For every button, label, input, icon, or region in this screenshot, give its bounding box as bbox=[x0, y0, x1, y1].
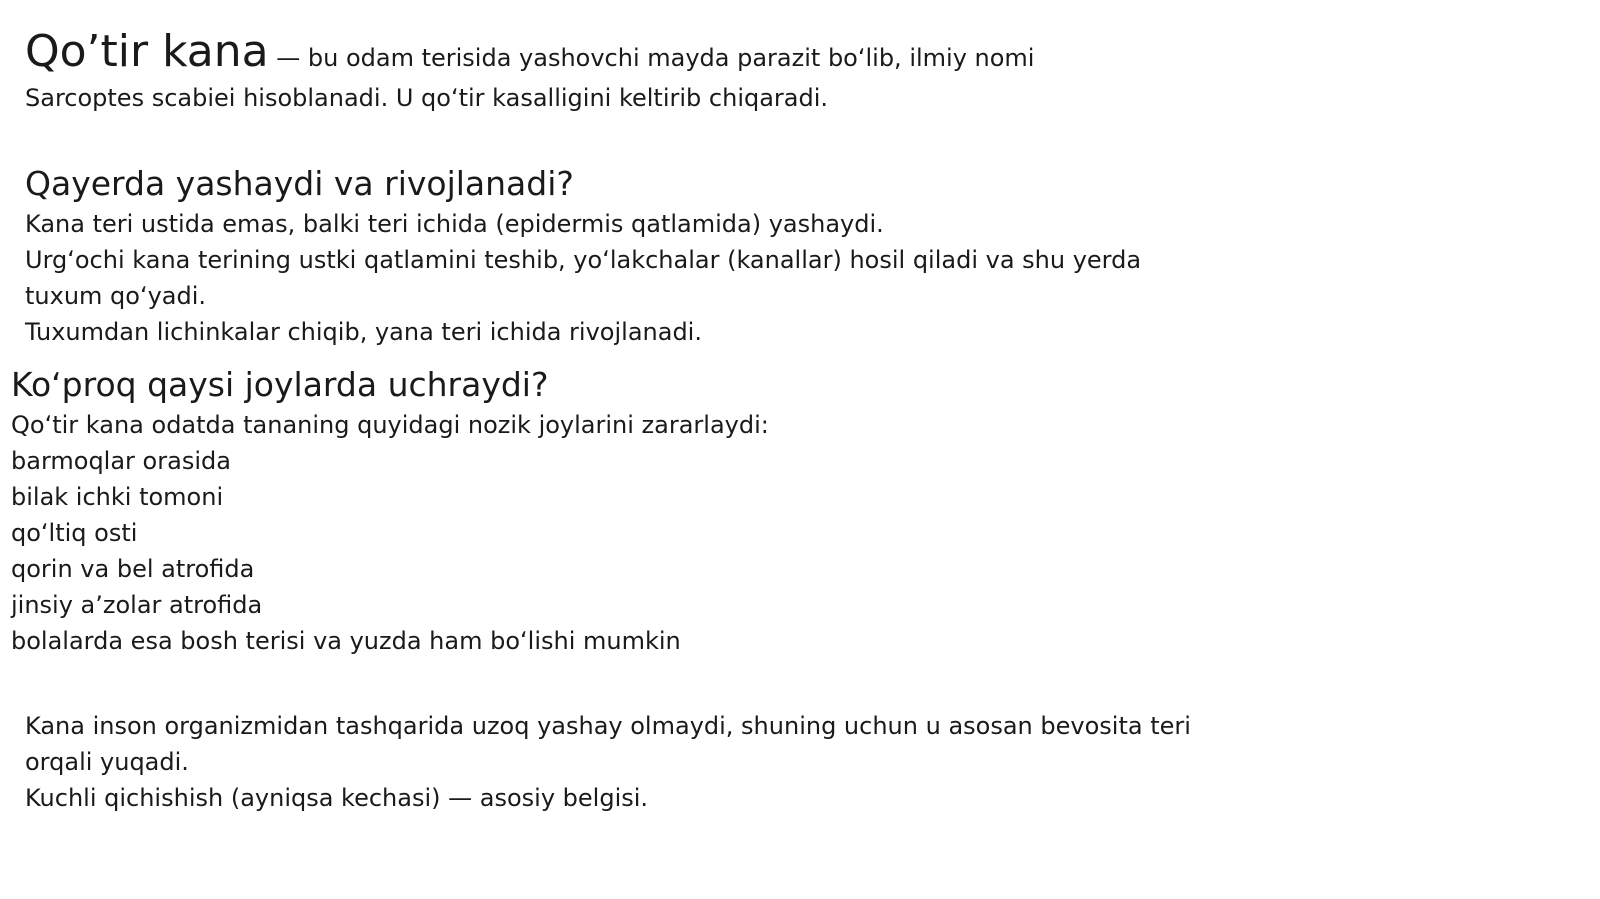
locations-section bbox=[11, 363, 769, 659]
location-item: bolalarda esa bosh terisi va yuzda ham boʻlishi mumkin bbox=[11, 627, 681, 655]
intro-first-line bbox=[25, 24, 1034, 80]
location-item: barmoqlar orasida bbox=[11, 447, 231, 475]
transmission-line: orqali yuqadi. bbox=[25, 748, 189, 776]
location-item: jinsiy a’zolar atrofida bbox=[11, 591, 263, 619]
intro-second-line: Sarcoptes scabiei hisoblanadi. U qoʻtir kasalligini keltirib chiqaradi. bbox=[25, 84, 829, 112]
location-item: bilak ichki tomoni bbox=[11, 483, 224, 511]
intro-lead-text: — bu odam terisida yashovchi mayda parazit boʻlib, ilmiy nomi bbox=[268, 44, 1035, 72]
habitat-line: Urgʻochi kana terining ustki qatlamini teshib, yoʻlakchalar (kanallar) hosil qiladi va shu yerda bbox=[25, 246, 1142, 274]
transmission-section bbox=[25, 708, 1191, 816]
locations-heading: Koʻproq qaysi joylarda uchraydi? bbox=[11, 365, 549, 404]
habitat-line: tuxum qoʻyadi. bbox=[25, 282, 207, 310]
location-item: qoʻltiq osti bbox=[11, 519, 138, 547]
habitat-section bbox=[25, 162, 1141, 350]
habitat-heading: Qayerda yashaydi va rivojlanadi? bbox=[25, 164, 574, 203]
habitat-line: Kana teri ustida emas, balki teri ichida (epidermis qatlamida) yashaydi. bbox=[25, 210, 884, 238]
location-item: qorin va bel atrofida bbox=[11, 555, 255, 583]
transmission-line: Kana inson organizmidan tashqarida uzoq yashay olmaydi, shuning uchun u asosan bevosita teri bbox=[25, 712, 1191, 740]
locations-intro: Qoʻtir kana odatda tananing quyidagi nozik joylarini zararlaydi: bbox=[11, 411, 769, 439]
page-title: Qo’tir kana bbox=[25, 26, 269, 77]
habitat-line: Tuxumdan lichinkalar chiqib, yana teri ichida rivojlanadi. bbox=[25, 318, 702, 346]
intro-section bbox=[25, 24, 1034, 116]
symptom-line: Kuchli qichishish (ayniqsa kechasi) — asosiy belgisi. bbox=[25, 784, 649, 812]
